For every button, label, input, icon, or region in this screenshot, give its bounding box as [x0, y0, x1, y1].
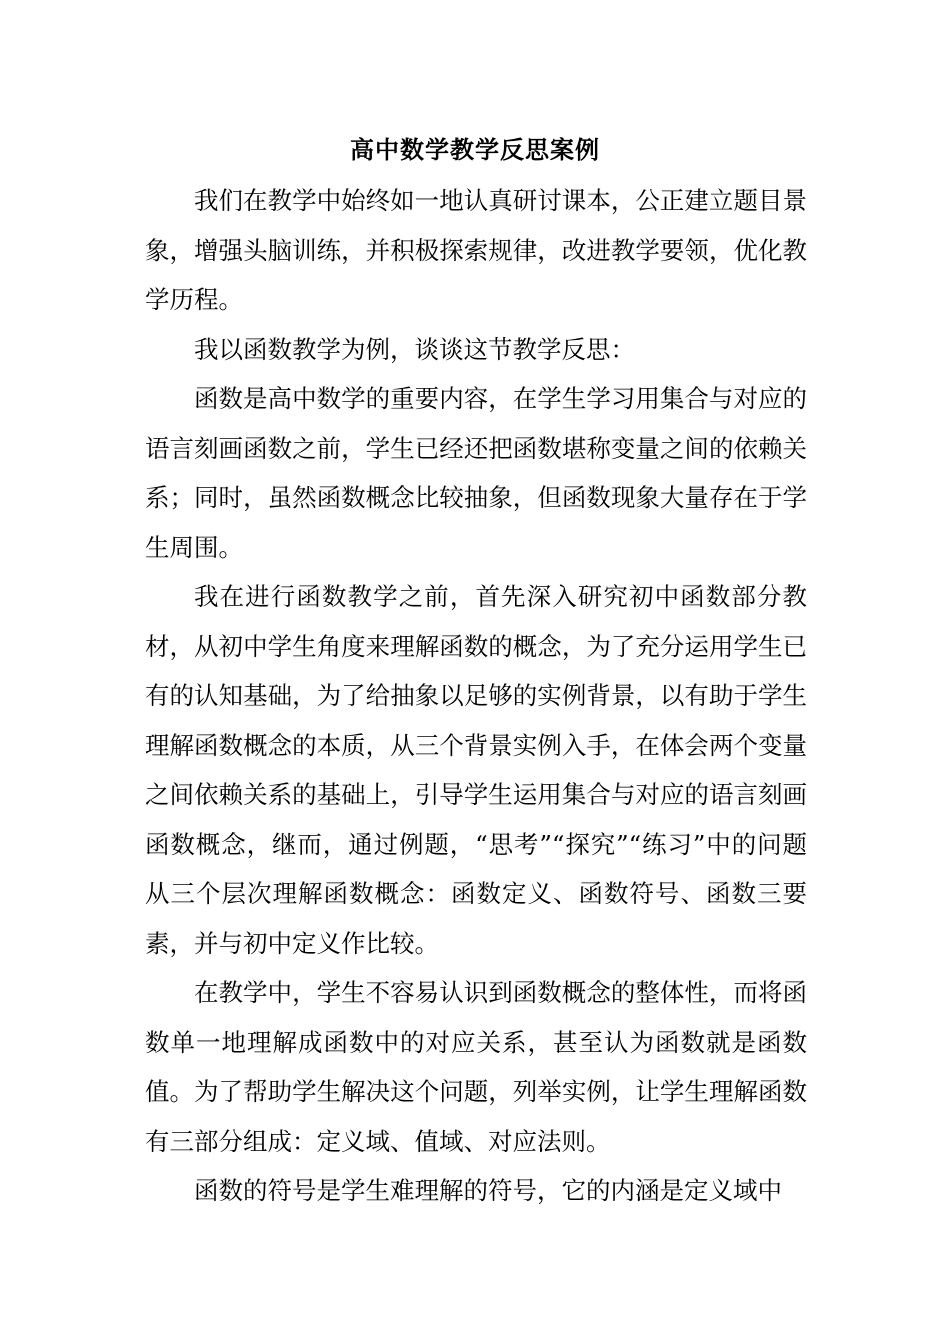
document-body	[145, 176, 807, 1216]
paragraph: 我在进行函数教学之前，首先深入研究初中函数部分教材，从初中学生角度来理解函数的概念，为了充分运用学生已有的认知基础，为了给抽象以足够的实例背景，以有助于学生理解函数概念的本质，从三个背景实例入手，在体会两个变量之间依赖关系的基础上，引导学生运用集合与对应的语言刻画函数概念，继而，通过例题，“思考”“探究”“练习”中的问题从三个层次理解函数概念：函数定义、函数符号、函数三要素，并与初中定义作比较。	[145, 582, 807, 958]
paragraph: 我以函数教学为例，谈谈这节教学反思：	[194, 334, 635, 364]
paragraph: 我们在教学中始终如一地认真研讨课本，公正建立题目景象，增强头脑训练，并积极探索规律，改进教学要领，优化教学历程。	[145, 186, 807, 314]
paragraph: 函数是高中数学的重要内容，在学生学习用集合与对应的语言刻画函数之前，学生已经还把函数堪称变量之间的依赖关系；同时，虽然函数概念比较抽象，但函数现象大量存在于学生周围。	[145, 384, 807, 562]
paragraph: 在教学中，学生不容易认识到函数概念的整体性，而将函数单一地理解成函数中的对应关系，甚至认为函数就是函数值。为了帮助学生解决这个问题，列举实例，让学生理解函数有三部分组成：定义域、值域、对应法则。	[145, 978, 807, 1156]
paragraph: 函数的符号是学生难理解的符号，它的内涵是定义域中	[194, 1176, 782, 1205]
document-title: 高中数学教学反思案例	[350, 135, 600, 164]
